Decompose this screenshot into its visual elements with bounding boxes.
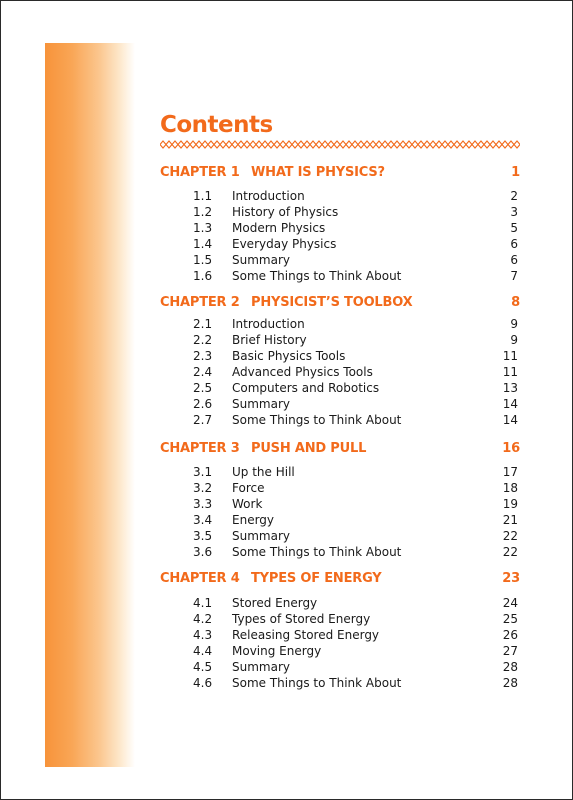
divider-diamond	[172, 141, 178, 148]
section-page: 18	[502, 481, 518, 495]
section-page: 6	[510, 253, 518, 267]
toc-entry[interactable]	[193, 237, 518, 253]
divider-diamond	[376, 141, 382, 148]
section-number: 1.2	[193, 205, 213, 219]
toc-entry[interactable]	[193, 317, 518, 333]
section-number: 2.1	[193, 317, 213, 331]
section-page: 9	[510, 317, 518, 331]
divider-diamond	[190, 141, 196, 148]
divider-diamond	[316, 141, 322, 148]
section-title: Some Things to Think About	[232, 413, 402, 427]
divider-diamond	[280, 141, 286, 148]
divider-diamond	[166, 141, 172, 148]
section-number: 4.4	[193, 644, 213, 658]
section-number: 4.3	[193, 628, 213, 642]
chapter-page: 1	[511, 165, 520, 180]
divider-diamond	[448, 141, 454, 148]
toc-entry[interactable]	[193, 333, 518, 349]
toc-entry[interactable]	[193, 497, 518, 513]
section-number: 2.3	[193, 349, 213, 363]
divider-diamond	[214, 141, 220, 148]
divider-diamond	[262, 141, 268, 148]
section-title: Summary	[232, 529, 290, 543]
toc-entry[interactable]	[193, 413, 518, 429]
section-page: 2	[510, 189, 518, 203]
divider-diamond	[412, 141, 418, 148]
toc-entry[interactable]	[193, 381, 518, 397]
toc-entry[interactable]	[193, 481, 518, 497]
section-title: Some Things to Think About	[232, 269, 402, 283]
divider-diamond	[406, 141, 412, 148]
toc-entry[interactable]	[193, 269, 518, 285]
section-page: 6	[510, 237, 518, 251]
section-title: Advanced Physics Tools	[232, 365, 373, 379]
chapter-heading[interactable]	[160, 295, 520, 313]
section-number: 4.1	[193, 596, 213, 610]
section-number: 3.2	[193, 481, 213, 495]
divider-diamond	[274, 141, 280, 148]
divider-diamond	[238, 141, 244, 148]
section-page: 9	[510, 333, 518, 347]
section-page: 28	[502, 676, 518, 690]
section-title: Stored Energy	[232, 596, 318, 610]
section-number: 4.6	[193, 676, 213, 690]
section-page: 17	[502, 465, 518, 479]
section-number: 4.2	[193, 612, 213, 626]
section-page: 27	[502, 644, 518, 658]
section-number: 1.5	[193, 253, 213, 267]
divider-diamond	[364, 141, 370, 148]
toc-entry[interactable]	[193, 660, 518, 676]
section-title: Everyday Physics	[232, 237, 337, 251]
section-number: 3.6	[193, 545, 213, 559]
section-title: Introduction	[232, 189, 305, 203]
divider-diamond	[268, 141, 274, 148]
section-page: 5	[510, 221, 518, 235]
chapter-title: WHAT IS PHYSICS?	[251, 165, 385, 180]
section-number: 3.3	[193, 497, 213, 511]
section-number: 1.6	[193, 269, 213, 283]
divider-diamond	[334, 141, 340, 148]
divider-diamond	[424, 141, 430, 148]
divider-diamond	[346, 141, 352, 148]
section-title: Up the Hill	[232, 465, 295, 479]
divider-diamond	[322, 141, 328, 148]
toc-entry[interactable]	[193, 465, 518, 481]
section-page: 21	[502, 513, 518, 527]
divider-diamond	[232, 141, 238, 148]
divider-diamond	[478, 141, 484, 148]
chapter-title: PHYSICIST’S TOOLBOX	[251, 295, 413, 310]
section-page: 7	[510, 269, 518, 283]
divider-diamond	[340, 141, 346, 148]
divider-diamond	[160, 141, 166, 148]
section-title: Computers and Robotics	[232, 381, 380, 395]
divider-diamond	[244, 141, 250, 148]
divider-diamond	[454, 141, 460, 148]
divider-diamond	[298, 141, 304, 148]
divider-diamond	[286, 141, 292, 148]
section-title: Summary	[232, 660, 290, 674]
toc-entry[interactable]	[193, 644, 518, 660]
chapter-title: PUSH AND PULL	[251, 441, 367, 456]
chapter-page: 16	[502, 441, 520, 456]
section-title: History of Physics	[232, 205, 339, 219]
chapter-heading[interactable]	[160, 441, 520, 459]
section-title: Modern Physics	[232, 221, 326, 235]
divider-diamond	[310, 141, 316, 148]
divider-diamond	[388, 141, 394, 148]
toc-entry[interactable]	[193, 205, 518, 221]
chapter-heading[interactable]	[160, 571, 520, 589]
toc-entry[interactable]	[193, 349, 518, 365]
section-title: Introduction	[232, 317, 305, 331]
toc-entry[interactable]	[193, 365, 518, 381]
divider-diamond	[220, 141, 226, 148]
section-page: 26	[502, 628, 518, 642]
section-page: 11	[502, 365, 518, 379]
section-number: 2.4	[193, 365, 213, 379]
divider-diamond	[370, 141, 376, 148]
toc-entry[interactable]	[193, 221, 518, 237]
section-title: Summary	[232, 397, 290, 411]
toc-entry[interactable]	[193, 628, 518, 644]
divider-diamond	[472, 141, 478, 148]
section-page: 24	[502, 596, 518, 610]
chapter-page: 8	[511, 295, 520, 310]
section-page: 13	[502, 381, 518, 395]
section-page: 14	[502, 397, 518, 411]
section-page: 14	[502, 413, 518, 427]
section-number: 2.5	[193, 381, 213, 395]
chapter-heading[interactable]	[160, 165, 520, 183]
toc-entry[interactable]	[193, 612, 518, 628]
divider-diamond	[226, 141, 232, 148]
section-page: 22	[502, 529, 518, 543]
section-page: 11	[502, 349, 518, 363]
divider-diamond	[196, 141, 202, 148]
divider-diamond	[394, 141, 400, 148]
section-number: 3.4	[193, 513, 213, 527]
divider-diamond	[208, 141, 214, 148]
divider-diamond	[418, 141, 424, 148]
divider-diamond	[514, 141, 520, 148]
section-number: 2.2	[193, 333, 213, 347]
divider-diamond	[436, 141, 442, 148]
orange-gradient-band	[45, 43, 135, 767]
divider-diamond	[202, 141, 208, 148]
chapter-title: TYPES OF ENERGY	[251, 571, 382, 586]
divider-diamond	[178, 141, 184, 148]
section-number: 4.5	[193, 660, 213, 674]
section-title: Brief History	[232, 333, 307, 347]
section-page: 22	[502, 545, 518, 559]
diamond-divider	[160, 140, 520, 149]
toc-entry[interactable]	[193, 529, 518, 545]
chapter-page: 23	[502, 571, 520, 586]
divider-diamond	[466, 141, 472, 148]
chapter-number: CHAPTER 1	[160, 165, 240, 180]
section-title: Force	[232, 481, 265, 495]
section-title: Moving Energy	[232, 644, 322, 658]
toc-entry[interactable]	[193, 253, 518, 269]
section-title: Some Things to Think About	[232, 545, 402, 559]
chapter-number: CHAPTER 4	[160, 571, 240, 586]
toc-entry[interactable]	[193, 513, 518, 529]
section-number: 2.6	[193, 397, 213, 411]
divider-diamond	[502, 141, 508, 148]
toc-entry[interactable]	[193, 676, 518, 692]
chapter-number: CHAPTER 2	[160, 295, 240, 310]
divider-diamond	[442, 141, 448, 148]
divider-diamond	[328, 141, 334, 148]
section-page: 25	[502, 612, 518, 626]
toc-entry[interactable]	[193, 596, 518, 612]
section-number: 1.1	[193, 189, 213, 203]
section-number: 1.3	[193, 221, 213, 235]
divider-diamond	[460, 141, 466, 148]
divider-diamond	[358, 141, 364, 148]
page-title: Contents	[160, 112, 273, 138]
divider-diamond	[430, 141, 436, 148]
divider-diamond	[508, 141, 514, 148]
section-title: Energy	[232, 513, 275, 527]
toc-entry[interactable]	[193, 397, 518, 413]
section-number: 3.1	[193, 465, 213, 479]
section-title: Types of Stored Energy	[232, 612, 371, 626]
toc-entry[interactable]	[193, 545, 518, 561]
divider-diamond	[184, 141, 190, 148]
divider-diamond	[382, 141, 388, 148]
section-number: 2.7	[193, 413, 213, 427]
divider-diamond	[256, 141, 262, 148]
section-page: 28	[502, 660, 518, 674]
section-title: Summary	[232, 253, 290, 267]
section-page: 19	[502, 497, 518, 511]
divider-diamond	[304, 141, 310, 148]
section-title: Basic Physics Tools	[232, 349, 346, 363]
section-page: 3	[510, 205, 518, 219]
divider-diamond	[484, 141, 490, 148]
section-title: Some Things to Think About	[232, 676, 402, 690]
divider-diamond	[400, 141, 406, 148]
toc-entry[interactable]	[193, 189, 518, 205]
divider-diamond	[496, 141, 502, 148]
section-number: 3.5	[193, 529, 213, 543]
section-number: 1.4	[193, 237, 213, 251]
divider-diamond	[292, 141, 298, 148]
chapter-number: CHAPTER 3	[160, 441, 240, 456]
divider-diamond	[352, 141, 358, 148]
section-title: Work	[232, 497, 263, 511]
divider-diamond	[250, 141, 256, 148]
divider-diamond	[490, 141, 496, 148]
section-title: Releasing Stored Energy	[232, 628, 380, 642]
